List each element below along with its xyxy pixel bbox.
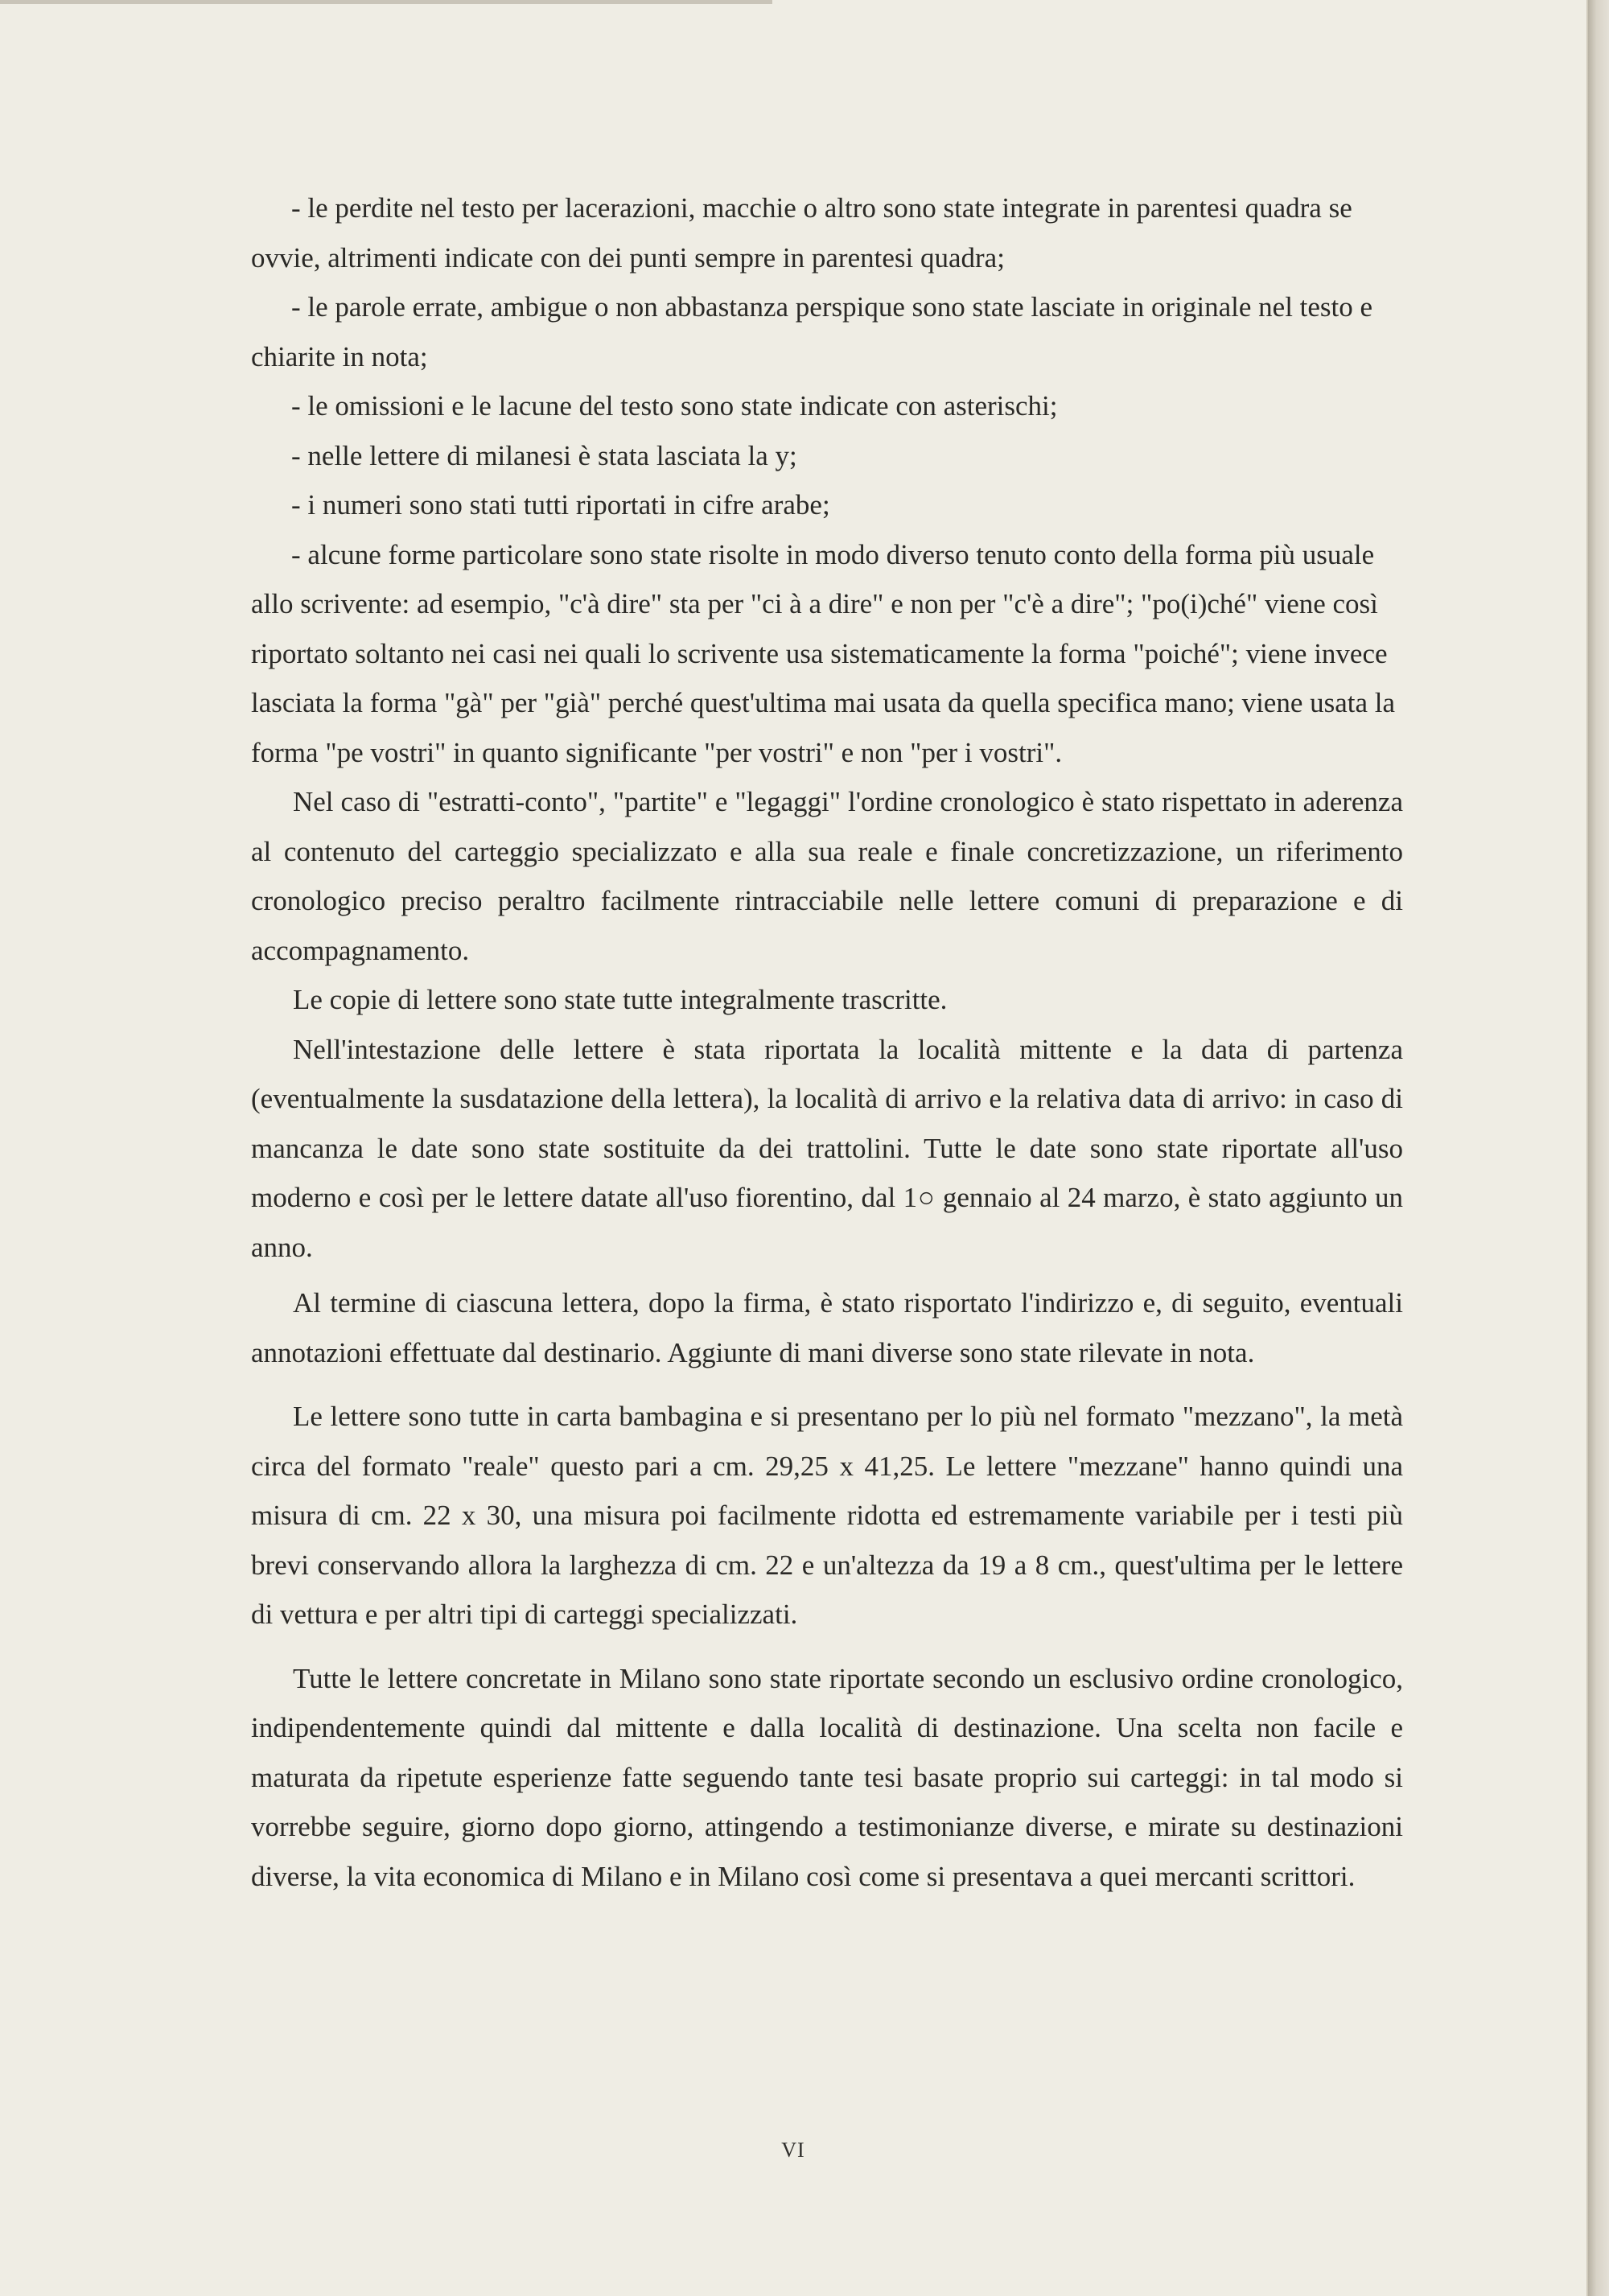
list-item-numbers: - i numeri sono stati tutti riportati in cifre arabe; (291, 489, 830, 521)
list-item-omissions: - le omissioni e le lacune del testo sono state indicate con asterischi; (291, 390, 1058, 422)
paragraph-intestazione: Nell'intestazione delle lettere è stata riportata la località mittente e la data di partenza (eventualmente la susdatazione della lettera), la località di arrivo e la relativa data di arrivo: in caso di mancanza le date sono state sostituite da dei trattolini. Tutte le date sono state riportate all'uso moderno e così per le lettere datate all'uso fiorentino, dal 1○ gennaio al 24 marzo, è stato aggiunto un anno. (251, 1033, 1403, 1263)
page-binding-edge (1588, 0, 1609, 2296)
page-top-edge (0, 0, 772, 4)
list-item-forms: - alcune forme particolare sono state risolte in modo diverso tenuto conto della forma più usuale allo scrivente: ad esempio, "c'à dire" sta per "ci à a dire" e non per "c'è a dire"; "po(i)ché" viene così riportato soltanto nei casi nei quali lo scrivente usa sistematicamente la forma "poiché"; viene invece lasciata la forma "gà" per "già" perché quest'ultima mai usata da quella specifica mano; viene usata la forma "pe vostri" in quanto significante "per vostri" e non "per i vostri". (251, 538, 1396, 768)
list-item-lacerations: - le perdite nel testo per lacerazioni, macchie o altro sono state integrate in parentesi quadra se ovvie, altrimenti indicate con dei punti sempre in parentesi quadra; (251, 192, 1352, 274)
paragraph-termine: Al termine di ciascuna lettera, dopo la firma, è stato risportato l'indirizzo e, di seguito, eventuali annotazioni effettuate dal destinario. Aggiunte di mani diverse sono state rilevate in nota. (251, 1287, 1403, 1368)
list-item-letter-y: - nelle lettere di milanesi è stata lasciata la y; (291, 439, 797, 471)
page-number: VI (781, 2138, 805, 2162)
paragraph-milano: Tutte le lettere concretate in Milano sono state riportate secondo un esclusivo ordine cronologico, indipendentemente quindi dal mittente e dalla località di destinazione. Una scelta non facile e maturata da ripetute esperienze fatte seguendo tante tesi basate proprio sui carteggi: in tal modo si vorrebbe seguire, giorno dopo giorno, attingendo a testimonianze diverse, e mirate su destinazioni diverse, la vita economica di Milano e in Milano così come si presentava a quei mercanti scrittori. (251, 1662, 1403, 1892)
paragraph-carta: Le lettere sono tutte in carta bambagina e si presentano per lo più nel formato "mezzano", la metà circa del formato "reale" questo pari a cm. 29,25 x 41,25. Le lettere "mezzane" hanno quindi una misura di cm. 22 x 30, una misura poi facilmente ridotta ed estremamente variabile per i testi più brevi conservando allora la larghezza di cm. 22 e un'altezza da 19 a 8 cm., quest'ultima per le lettere di vettura e per altri tipi di carteggi specializzati. (251, 1401, 1403, 1630)
list-item-errors: - le parole errate, ambigue o non abbastanza perspique sono state lasciate in originale nel testo e chiarite in nota; (251, 291, 1373, 372)
paragraph-copie: Le copie di lettere sono state tutte integralmente trascritte. (293, 984, 948, 1015)
paragraph-estratti-conto: Nel caso di "estratti-conto", "partite" e "legaggi" l'ordine cronologico è stato rispettato in aderenza al contenuto del carteggio specializzato e alla sua reale e finale concretizzazione, un riferimento cronologico preciso peraltro facilmente rintracciabile nelle lettere comuni di preparazione e di accompagnamento. (251, 786, 1403, 966)
body-text (251, 183, 1403, 1901)
